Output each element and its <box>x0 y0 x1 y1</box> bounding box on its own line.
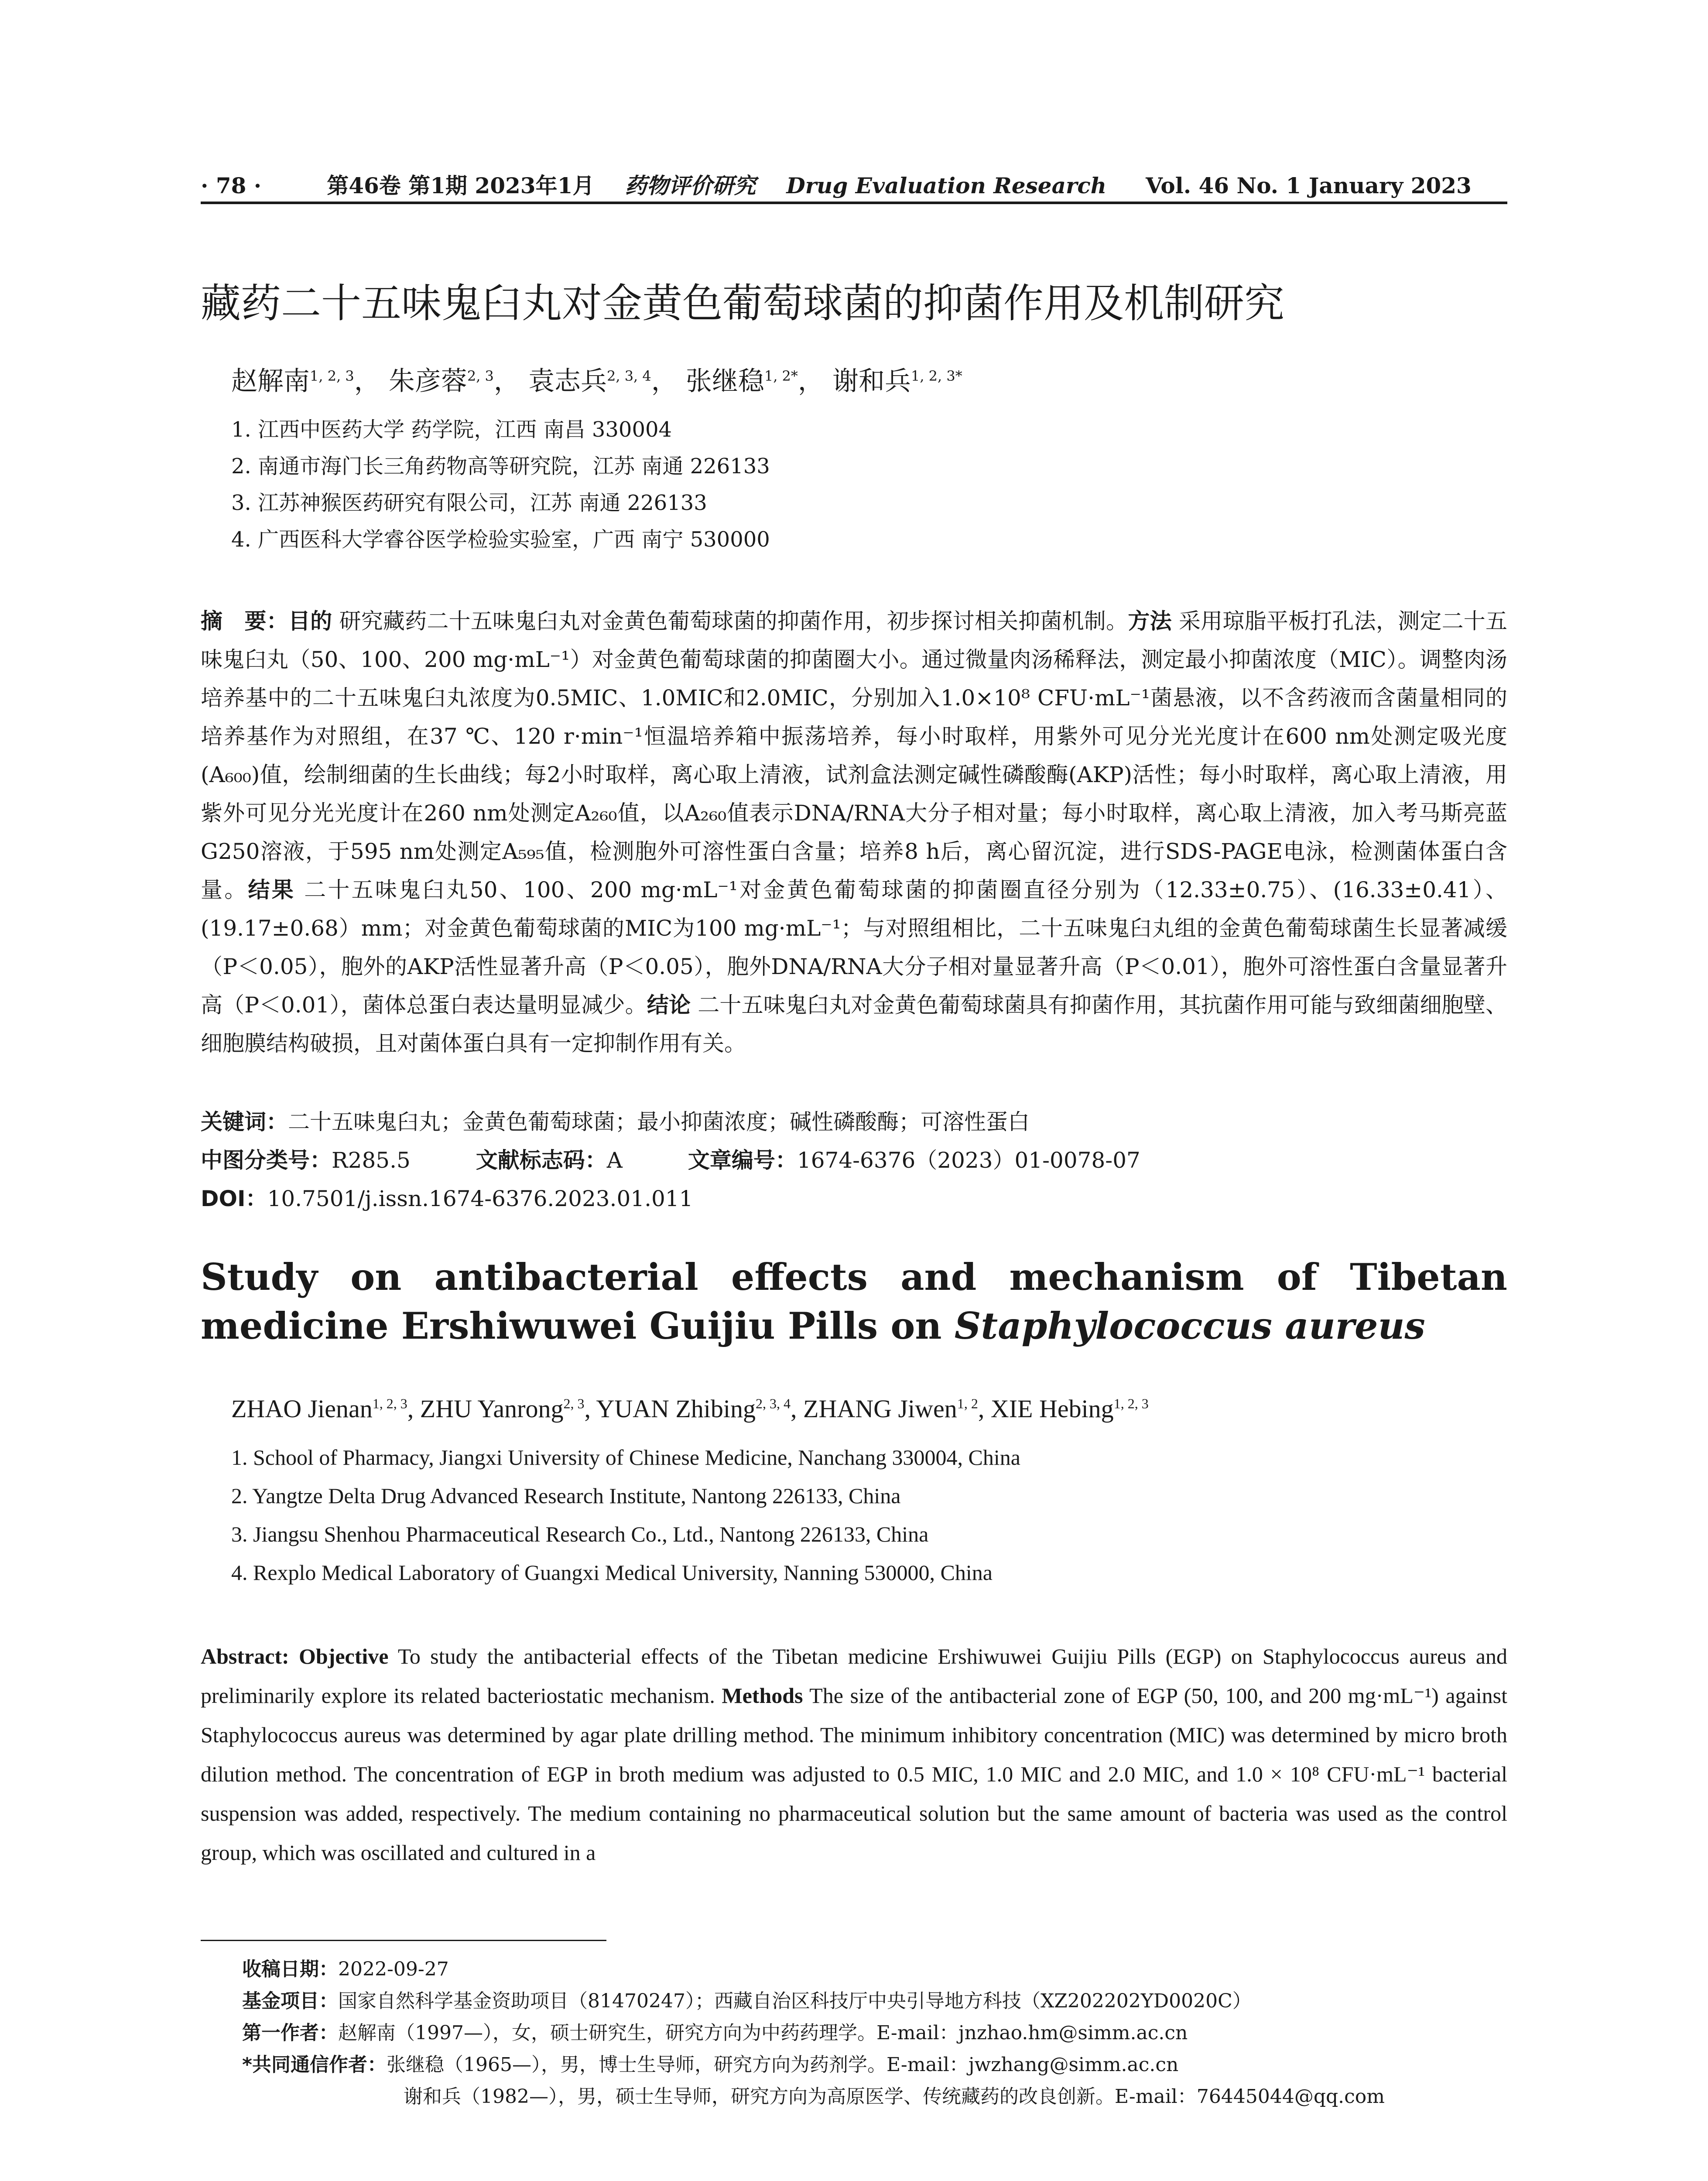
author-separator: , <box>791 1395 804 1423</box>
conclusion-text: 二十五味鬼臼丸对金黄色葡萄球菌具有抑菌作用，其抗菌作用可能与致细菌细胞壁、细胞膜结构破损，且对菌体蛋白具有一定抑制作用有关。 <box>201 992 1507 1056</box>
first-author-value: 赵解南（1997—），女，硕士研究生，研究方向为中药药理学。E-mail：jnzhao.hm@simm.ac.cn <box>338 2022 1188 2044</box>
author-separator: ， <box>354 366 380 397</box>
affiliation-cn: 4. 广西医科大学睿谷医学检验实验室，广西 南宁 530000 <box>231 527 770 552</box>
results-text: 二十五味鬼臼丸50、100、200 mg·mL⁻¹对金黄色葡萄球菌的抑菌圈直径分别为（12.33±0.75）、(16.33±0.41）、(19.17±0.68）mm；对金黄色葡萄球菌的MIC为100 mg·mL⁻¹；与对照组相比，二十五味鬼臼丸组的金黄色葡萄球菌生长显著减缓（P＜0.05），胞外的AKP活性显著升高（P＜0.05），胞外DNA/RNA大分子相对量显著升高（P＜0.01），胞外可溶性蛋白含量显著升高（P＜0.01），菌体总蛋白表达量明显减少。 <box>201 877 1508 1018</box>
abstract-label: 摘 要： <box>201 608 288 634</box>
author-affil-mark: 2, 3, 4 <box>606 368 651 384</box>
issue-info-cn: 第46卷 第1期 2023年1月 <box>327 173 595 198</box>
issue-info-en: Vol. 46 No. 1 January 2023 <box>1146 173 1472 198</box>
objective-label: 目的 <box>288 608 332 634</box>
affiliation-en: 2. Yangtze Delta Drug Advanced Research Institute, Nantong 226133, China <box>231 1484 901 1508</box>
author-affil-mark: 1, 2, 3* <box>910 368 962 384</box>
footnote-rule <box>201 1940 606 1941</box>
received-date <box>242 1953 1385 1985</box>
affiliation-cn: 2. 南通市海门长三角药物高等研究院，江苏 南通 226133 <box>231 454 770 479</box>
author-affil-mark: 1, 2, 3 <box>1113 1395 1149 1412</box>
author-name: XIE Hebing <box>990 1395 1114 1423</box>
author-name: 赵解南 <box>231 366 310 397</box>
author-list-cn <box>231 360 962 398</box>
abstract-cn <box>201 602 1507 1063</box>
abstract-label-en: Abstract: <box>201 1644 289 1668</box>
corresponding-author-note-2 <box>242 2081 1385 2113</box>
abstract-en <box>201 1637 1507 1872</box>
article-id-label: 文章编号： <box>688 1148 797 1173</box>
affiliation-cn: 1. 江西中医药大学 药学院，江西 南昌 330004 <box>231 417 672 442</box>
keywords-label: 关键词： <box>201 1109 288 1135</box>
received-label: 收稿日期： <box>242 1958 338 1980</box>
corr-author-2: 谢和兵（1982—），男，硕士生导师，研究方向为高原医学、传统藏药的改良创新。E-mail：76445044@qq.com <box>404 2085 1385 2108</box>
article-id: 1674-6376（2023）01-0078-07 <box>797 1148 1140 1173</box>
first-author-label: 第一作者： <box>242 2022 338 2044</box>
first-author-note <box>242 2017 1385 2049</box>
doc-code: A <box>606 1148 623 1173</box>
author-name: 朱彦蓉 <box>388 366 467 397</box>
footnotes <box>242 1953 1385 2113</box>
affiliation-en: 3. Jiangsu Shenhou Pharmaceutical Research Co., Ltd., Nantong 226133, China <box>231 1522 929 1546</box>
objective-label-en: Objective <box>299 1644 389 1668</box>
author-name: ZHANG Jiwen <box>803 1395 957 1423</box>
classification-line <box>201 1143 1140 1174</box>
author-name: YUAN Zhibing <box>596 1395 756 1423</box>
author-separator: ， <box>798 366 824 397</box>
title-en-species: Staphylococcus aureus <box>954 1304 1425 1347</box>
doi: 10.7501/j.issn.1674-6376.2023.01.011 <box>267 1186 693 1211</box>
author-affil-mark: 2, 3 <box>467 368 494 384</box>
article-title-en <box>201 1253 1507 1350</box>
keywords-line <box>201 1104 1030 1136</box>
author-affil-mark: 1, 2, 3 <box>372 1395 407 1412</box>
corr-author-1: 张继稳（1965—），男，博士生导师，研究方向为药剂学。E-mail：jwzhang@simm.ac.cn <box>387 2054 1179 2076</box>
running-header <box>201 168 1507 198</box>
clc-label: 中图分类号： <box>201 1148 332 1173</box>
fund-value: 国家自然科学基金资助项目（81470247）；西藏自治区科技厅中央引导地方科技（XZ202202YD0020C） <box>338 1990 1252 2012</box>
methods-label-en: Methods <box>722 1683 803 1708</box>
author-name: 谢和兵 <box>832 366 911 397</box>
methods-text: 采用琼脂平板打孔法，测定二十五味鬼臼丸（50、100、200 mg·mL⁻¹）对金黄色葡萄球菌的抑菌圈大小。通过微量肉汤稀释法，测定最小抑菌浓度（MIC）。调整肉汤培养基中的二十五味鬼臼丸浓度为0.5MIC、1.0MIC和2.0MIC，分别加入1.0×10⁸ CFU·mL⁻¹菌悬液，以不含药液而含菌量相同的培养基作为对照组，在37 ℃、120 r·min⁻¹恒温培养箱中振荡培养，每小时取样，用紫外可见分光光度计在600 nm处测定吸光度(A₆₀₀)值，绘制细菌的生长曲线；每2小时取样，离心取上清液，试剂盒法测定碱性磷酸酶(AKP)活性；每小时取样，离心取上清液，用紫外可见分光光度计在260 nm处测定A₂₆₀值，以A₂₆₀值表示DNA/RNA大分子相对量；每小时取样，离心取上清液，加入考马斯亮蓝G250溶液，于595 nm处测定A₅₉₅值，检测胞外可溶性蛋白含量；培养8 h后，离心留沉淀，进行SDS-PAGE电泳，检测菌体蛋白含量。 <box>201 608 1508 902</box>
author-name: 袁志兵 <box>528 366 607 397</box>
doc-code-label: 文献标志码： <box>476 1148 607 1173</box>
author-affil-mark: 1, 2* <box>764 368 798 384</box>
results-label: 结果 <box>248 877 295 902</box>
corresponding-author-note <box>242 2049 1385 2081</box>
author-affil-mark: 1, 2 <box>957 1395 978 1412</box>
affiliation-en: 4. Rexplo Medical Laboratory of Guangxi Medical University, Nanning 530000, China <box>231 1560 993 1585</box>
objective-text: 研究藏药二十五味鬼臼丸对金黄色葡萄球菌的抑菌作用，初步探讨相关抑菌机制。 <box>332 608 1128 634</box>
affiliation-cn: 3. 江苏神猴医药研究有限公司，江苏 南通 226133 <box>231 491 707 515</box>
author-name: ZHU Yanrong <box>420 1395 564 1423</box>
author-name: 张继稳 <box>685 366 764 397</box>
methods-label: 方法 <box>1128 608 1172 634</box>
keywords: 二十五味鬼臼丸；金黄色葡萄球菌；最小抑菌浓度；碱性磷酸酶；可溶性蛋白 <box>288 1109 1030 1135</box>
corr-label: *共同通信作者： <box>242 2054 387 2076</box>
journal-name-en: Drug Evaluation Research <box>786 173 1107 198</box>
author-separator: , <box>584 1395 596 1423</box>
header-rule <box>201 202 1507 204</box>
author-affil-mark: 1, 2, 3 <box>310 368 354 384</box>
author-affil-mark: 2, 3 <box>563 1395 585 1412</box>
received-value: 2022-09-27 <box>338 1958 449 1980</box>
author-separator: ， <box>651 366 678 397</box>
author-list-en <box>231 1394 1149 1423</box>
objective-text-en: To study the antibacterial effects of the Tibetan medicine Ershiwuwei Guijiu Pills (EGP) on Staphylococcus aureus and preliminarily explore its related bacteriostatic mechanism. <box>201 1644 1508 1708</box>
article-title-cn: 藏药二十五味鬼臼丸对金黄色葡萄球菌的抑菌作用及机制研究 <box>201 280 1285 327</box>
doi-label: DOI： <box>201 1186 267 1211</box>
clc-number: R285.5 <box>332 1148 411 1173</box>
title-en-main: Study on antibacterial effects and mechanism of Tibetan medicine Ershiwuwei Guijiu Pills on <box>201 1255 1507 1347</box>
journal-logo: 药物评价研究 <box>625 173 756 198</box>
fund-label: 基金项目： <box>242 1990 338 2012</box>
funding <box>242 1985 1385 2017</box>
page-number: · 78 · <box>201 173 262 198</box>
author-affil-mark: 2, 3, 4 <box>756 1395 791 1412</box>
methods-text-en: The size of the antibacterial zone of EGP (50, 100, and 200 mg·mL⁻¹) against Staphylococcus aureus was determined by agar plate drilling method. The minimum inhibitory concentration (MIC) was determined by micro broth dilution method. The concentration of EGP in broth medium was adjusted to 0.5 MIC, 1.0 MIC and 2.0 MIC, and 1.0 × 10⁸ CFU·mL⁻¹ bacterial suspension was added, respectively. The medium containing no pharmaceutical solution but the same amount of bacteria was used as the control group, which was oscillated and cultured in a <box>201 1683 1508 1865</box>
author-separator: , <box>407 1395 420 1423</box>
author-separator: ， <box>493 366 520 397</box>
author-name: ZHAO Jienan <box>231 1395 373 1423</box>
conclusion-label: 结论 <box>647 992 691 1018</box>
doi-line <box>201 1181 693 1213</box>
affiliation-en: 1. School of Pharmacy, Jiangxi University of Chinese Medicine, Nanchang 330004, China <box>231 1445 1020 1470</box>
author-separator: , <box>978 1395 991 1423</box>
